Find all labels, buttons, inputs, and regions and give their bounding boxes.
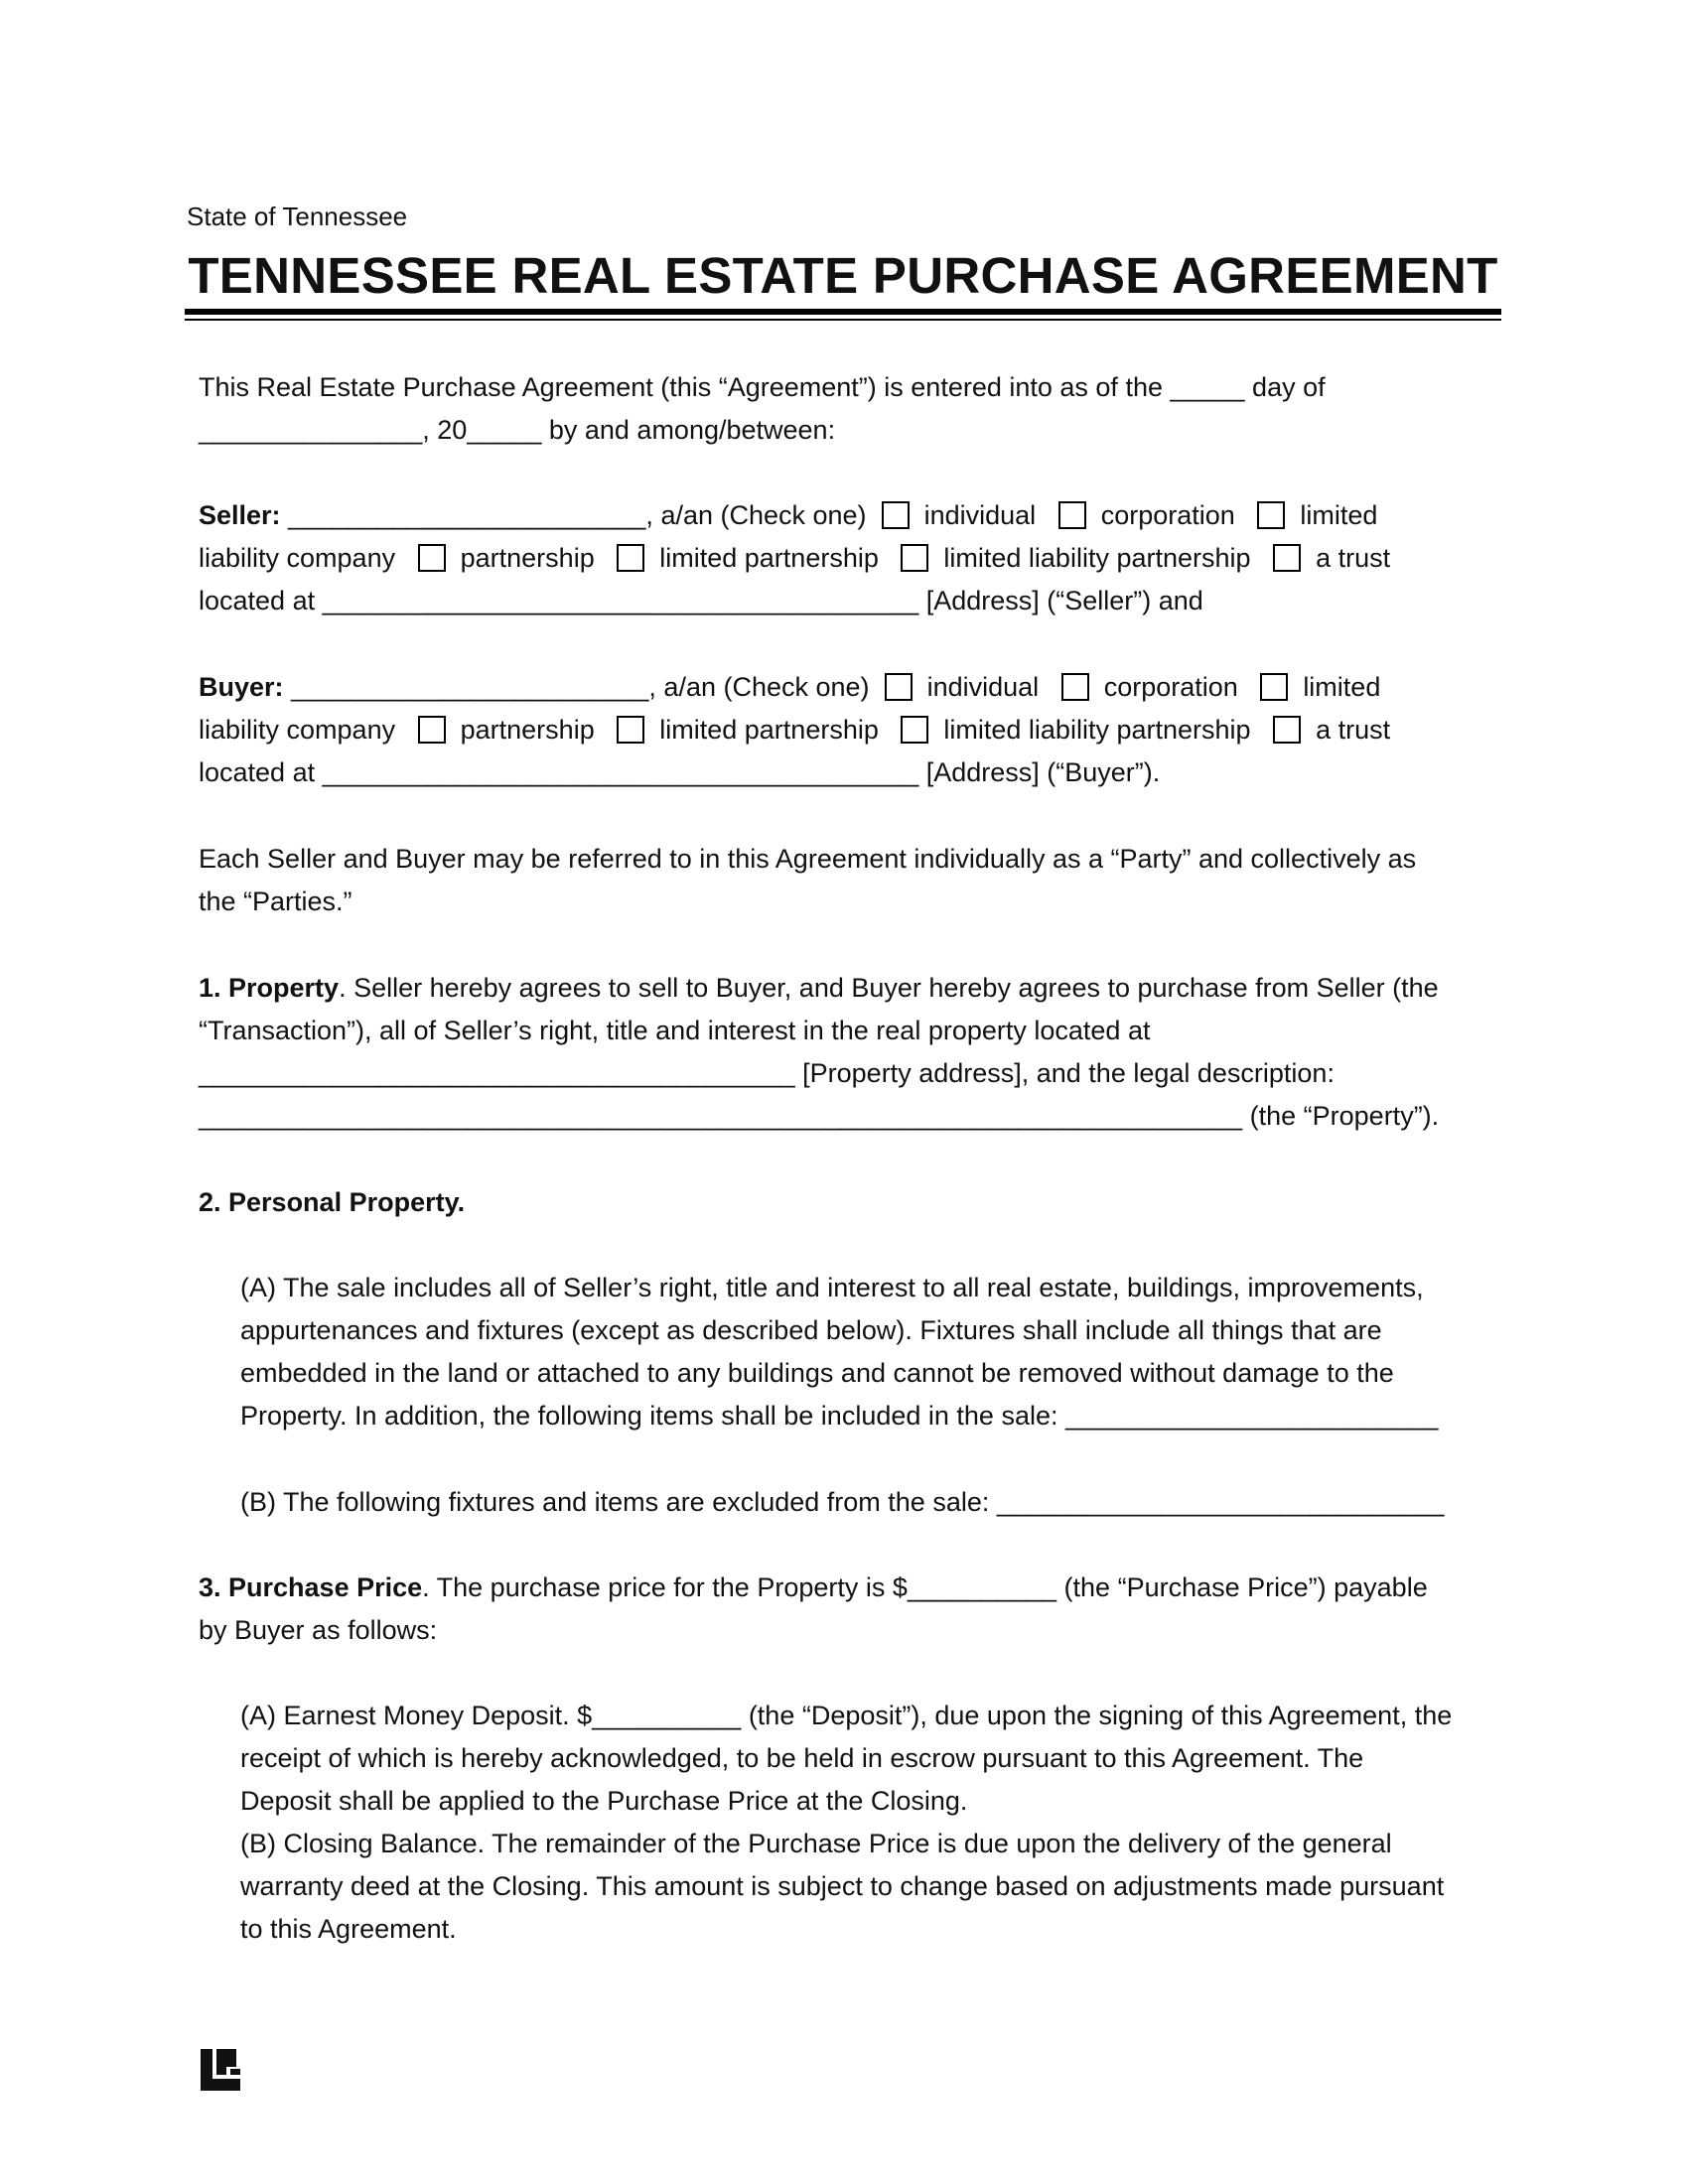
section1-line-1-text: . Seller hereby agrees to sell to Buyer, and Buyer hereby agrees to purchase from Seller (the [339,973,1439,1003]
seller-llc-checkbox[interactable] [1257,501,1285,529]
section1-line-1 [199,971,1439,1005]
section3-heading: 3. Purchase Price [199,1572,423,1602]
section1-line-4: ______________________________________________________________________ (the “Property”). [199,1101,1440,1131]
parties-line-2: the “Parties.” [199,887,352,916]
seller-llp-checkbox[interactable] [901,544,928,572]
buyer-corporation-label: corporation [1103,672,1238,702]
document-logo-icon [201,2049,240,2091]
buyer-name-blank: ________________________, a/an (Check one) [283,672,870,702]
seller-name-blank: ________________________, a/an (Check one) [280,500,867,530]
buyer-line-1 [199,670,1380,704]
section3-b-line-3: to this Agreement. [240,1914,457,1944]
seller-llc-label-cont: liability company [199,543,396,573]
section3-a-line-1: (A) Earnest Money Deposit. $__________ (the “Deposit”), due upon the signing of this Agreement, the [240,1701,1453,1730]
buyer-lp-checkbox[interactable] [617,716,644,744]
section2-a-line-1: (A) The sale includes all of Seller’s right, title and interest to all real estate, buildings, improvements, [240,1273,1424,1302]
title-rule-thick [185,309,1501,315]
intro-line-1: This Real Estate Purchase Agreement (this “Agreement”) is entered into as of the _____ day of [199,372,1326,402]
buyer-individual-checkbox[interactable] [885,673,913,701]
seller-individual-label: individual [923,500,1037,530]
section1-line-3: ________________________________________ [Property address], and the legal description: [199,1058,1335,1088]
buyer-llp-checkbox[interactable] [901,716,928,744]
section3-line-1 [199,1570,1428,1604]
buyer-llc-label-cont: liability company [199,715,396,745]
seller-trust-label: a trust [1316,543,1391,573]
seller-line-2 [199,541,1390,575]
seller-line-1 [199,498,1377,532]
buyer-partnership-label: partnership [460,715,595,745]
buyer-llc-checkbox[interactable] [1260,673,1288,701]
section2-a-line-3: embedded in the land or attached to any buildings and cannot be removed without damage to the [240,1358,1394,1388]
section1-heading: 1. Property [199,973,340,1003]
section3-a-line-2: receipt of which is hereby acknowledged, to be held in escrow pursuant to this Agreement. The [240,1743,1364,1773]
section2-b-line-1: (B) The following fixtures and items are excluded from the sale: ______________________________ [240,1487,1445,1517]
buyer-llp-label: limited liability partnership [943,715,1251,745]
state-label: State of Tennessee [187,202,408,231]
buyer-trust-checkbox[interactable] [1273,716,1301,744]
seller-individual-checkbox[interactable] [882,501,910,529]
title-rule-thin [185,319,1501,321]
seller-label: Seller: [199,500,281,530]
seller-location-line: located at ________________________________________ [Address] (“Seller”) and [199,586,1203,615]
buyer-label: Buyer: [199,672,284,702]
buyer-individual-label: individual [926,672,1040,702]
seller-lp-label: limited partnership [659,543,879,573]
section3-b-line-2: warranty deed at the Closing. This amount is subject to change based on adjustments made pursuant [240,1871,1445,1901]
buyer-partnership-checkbox[interactable] [418,716,446,744]
buyer-line-2 [199,713,1390,747]
section2-heading: 2. Personal Property. [199,1187,466,1217]
buyer-corporation-checkbox[interactable] [1061,673,1089,701]
buyer-lp-label: limited partnership [659,715,879,745]
buyer-trust-label: a trust [1316,715,1391,745]
parties-line-1: Each Seller and Buyer may be referred to in this Agreement individually as a “Party” and collectively as [199,844,1417,874]
seller-trust-checkbox[interactable] [1273,544,1301,572]
buyer-location-line: located at ________________________________________ [Address] (“Buyer”). [199,757,1161,787]
section2-a-line-4: Property. In addition, the following items shall be included in the sale: _________________________ [240,1401,1439,1431]
seller-corporation-checkbox[interactable] [1058,501,1086,529]
seller-llc-label: limited [1300,500,1378,530]
seller-llp-label: limited liability partnership [943,543,1251,573]
document-title: TENNESSEE REAL ESTATE PURCHASE AGREEMENT [188,247,1498,304]
section3-a-line-3: Deposit shall be applied to the Purchase Price at the Closing. [240,1786,968,1816]
section3-line-2: by Buyer as follows: [199,1615,438,1645]
section2-a-line-2: appurtenances and fixtures (except as described below). Fixtures shall include all things that are [240,1315,1382,1345]
section3-line-1-text: . The purchase price for the Property is $__________ (the “Purchase Price”) payable [422,1572,1428,1602]
section1-line-2: “Transaction”), all of Seller’s right, title and interest in the real property located at [199,1016,1151,1045]
section3-b-line-1: (B) Closing Balance. The remainder of the Purchase Price is due upon the delivery of the general [240,1829,1392,1858]
intro-line-2: _______________, 20_____ by and among/between: [199,415,836,445]
seller-partnership-label: partnership [460,543,595,573]
seller-lp-checkbox[interactable] [617,544,644,572]
buyer-llc-label: limited [1303,672,1381,702]
seller-corporation-label: corporation [1100,500,1235,530]
seller-partnership-checkbox[interactable] [418,544,446,572]
